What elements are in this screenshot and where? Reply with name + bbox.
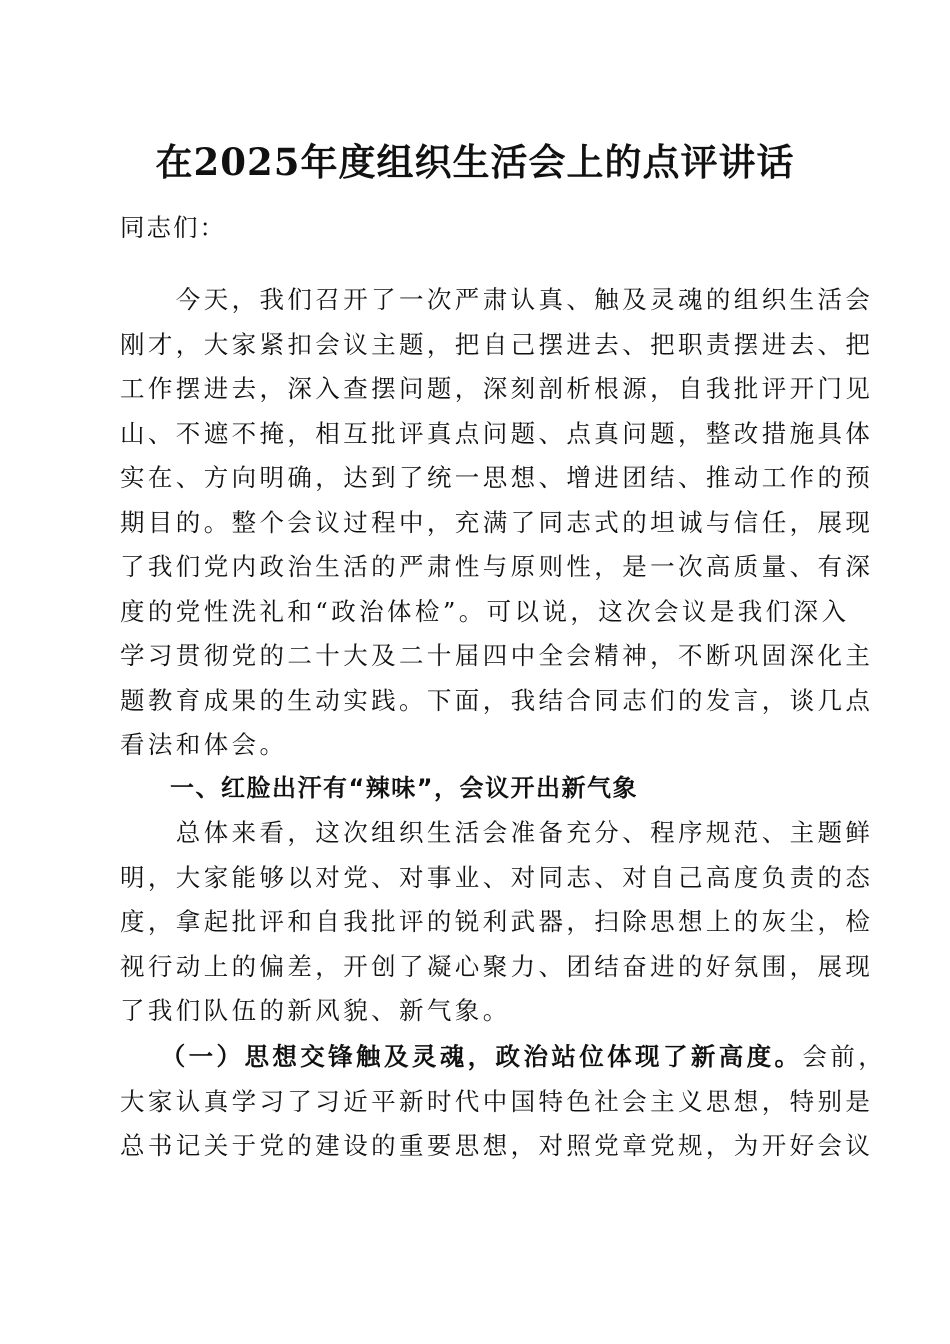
paragraph-line: 今天，我们召开了一次严肃认真、触及灵魂的组织生活会 <box>120 285 874 314</box>
document-title: 在2025年度组织生活会上的点评讲话 <box>155 140 795 184</box>
paragraph-line: 度的党性洗礼和“政治体检”。可以说，这次会议是我们深入 <box>120 596 850 626</box>
paragraph-first-line <box>120 1035 887 1080</box>
paragraph-line: 学习贯彻党的二十大及二十届四中全会精神，不断巩固深化主 <box>120 641 874 670</box>
paragraph-line: 视行动上的偏差，开创了凝心聚力、团结奋进的好氛围，展现 <box>120 951 874 981</box>
section-heading-1: 一、红脸出汗有“辣味”，会议开出新气象 <box>170 774 639 802</box>
paragraph-line: 了我们队伍的新风貌、新气象。 <box>120 996 511 1025</box>
paragraph-line: 总体来看，这次组织生活会准备充分、程序规范、主题鲜 <box>120 818 874 847</box>
paragraph-text: 会前， <box>802 1042 887 1071</box>
paragraph-line: 工作摆进去，深入查摆问题，深刻剖析根源，自我批评开门见 <box>120 374 874 403</box>
salutation: 同志们： <box>120 213 226 242</box>
paragraph-line: 看法和体会。 <box>120 730 288 759</box>
paragraph-line: 山、不遮不掩，相互批评真点问题、点真问题，整改措施具体 <box>120 418 874 448</box>
paragraph-line: 度，拿起批评和自我批评的锐利武器，扫除思想上的灰尘，检 <box>120 907 874 936</box>
subheading-bold: （一）思想交锋触及灵魂，政治站位体现了新高度。 <box>173 1042 803 1071</box>
paragraph-1 <box>120 278 874 768</box>
paragraph-line: 总书记关于党的建设的重要思想，对照党章党规，为开好会议 <box>120 1131 874 1160</box>
paragraph-line: 题教育成果的生动实践。下面，我结合同志们的发言，谈几点 <box>120 685 874 715</box>
paragraph-line: 刚才，大家紧扣会议主题，把自己摆进去、把职责摆进去、把 <box>120 329 874 359</box>
paragraph-line: 明，大家能够以对党、对事业、对同志、对自己高度负责的态 <box>120 862 874 892</box>
paragraph-line: 了我们党内政治生活的严肃性与原则性，是一次高质量、有深 <box>120 552 874 581</box>
paragraph-line: 实在、方向明确，达到了统一思想、增进团结、推动工作的预 <box>120 463 874 492</box>
paragraph-line: 期目的。整个会议过程中，充满了同志式的坦诚与信任，展现 <box>120 507 874 537</box>
paragraph-line: 大家认真学习了习近平新时代中国特色社会主义思想，特别是 <box>120 1086 874 1116</box>
paragraph-2 <box>120 811 874 1034</box>
paragraph-3 <box>120 1035 887 1169</box>
